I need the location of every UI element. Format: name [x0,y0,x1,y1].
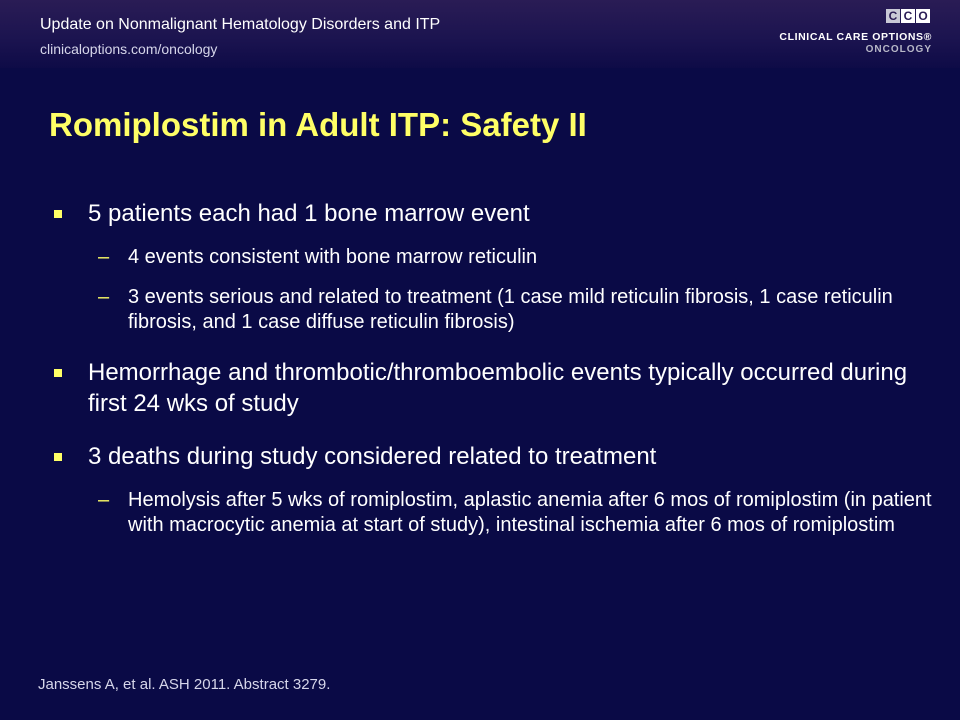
bullet-text: 5 patients each had 1 bone marrow event [88,200,530,227]
square-bullet-icon [54,369,62,377]
citation-footnote: Janssens A, et al. ASH 2011. Abstract 3279. [38,676,331,693]
square-bullet-icon [54,453,62,461]
logo-letter: C [886,9,900,23]
sub-bullet-text: 3 events serious and related to treatment (1 case mild reticulin fibrosis, 1 case reticulin fibrosis, and 1 case diffuse reticulin fibrosis) [128,286,893,333]
bullet-text: 3 deaths during study considered related to treatment [88,443,657,470]
bullet-item [52,357,932,419]
slide-title: Romiplostim in Adult ITP: Safety II [49,106,587,143]
header-title: Update on Nonmalignant Hematology Disorders and ITP [40,16,441,33]
logo-name: CLINICAL CARE OPTIONS® [779,31,932,43]
sub-bullet-item [52,488,932,538]
sub-bullet-item [52,285,932,335]
logo-sub: ONCOLOGY [865,44,932,55]
dash-bullet-icon: – [98,246,110,268]
header-url: clinicaloptions.com/oncology [40,41,218,57]
sub-bullet-text: 4 events consistent with bone marrow reticulin [128,246,538,268]
bullet-text: Hemorrhage and thrombotic/thromboembolic events typically occurred during first 24 wks of study [88,359,908,417]
sub-bullet-text: Hemolysis after 5 wks of romiplostim, aplastic anemia after 6 mos of romiplostim (in patient with macrocytic anemia at start of study), intestinal ischemia after 6 mos of romiplostim [128,489,932,536]
logo-boxes [886,9,930,23]
sub-bullet-item [52,245,932,270]
bullet-item [52,198,932,229]
dash-bullet-icon: – [98,489,110,511]
cco-logo [779,9,932,61]
logo-letter: C [901,9,915,23]
dash-bullet-icon: – [98,286,110,308]
logo-letter: O [916,9,930,23]
square-bullet-icon [54,210,62,218]
bullet-item [52,441,932,472]
bullet-list [52,198,932,553]
